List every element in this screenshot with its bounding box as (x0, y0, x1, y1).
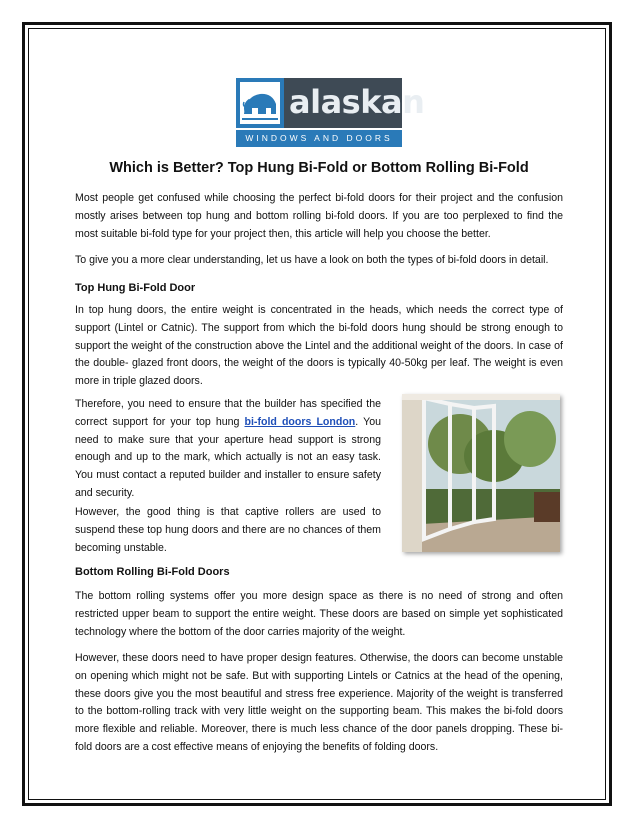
intro-paragraph-1: Most people get confused while choosing the perfect bi-fold doors for their project and the confusion mostly arises between top hung and bottom rolling bi-fold doors. If you are too perplexed to find the most suitable bi-fold type for your project then, this article will help you choose the better. (75, 192, 563, 240)
logo-tagline: WINDOWS AND DOORS (236, 130, 402, 147)
intro-paragraph-2: To give you a more clear understanding, let us have a look on both the types of bi-fold doors in detail. (75, 254, 549, 266)
top-hung-paragraph-2 (75, 396, 381, 503)
section-heading-top-hung: Top Hung Bi-Fold Door (75, 282, 196, 294)
top-hung-paragraph-1: In top hung doors, the entire weight is concentrated in the heads, which needs the correct type of support (Lintel or Catnic). The support from which the bi-fold doors hung should be strong enough to support the weight of the construction above the Lintel and the additional weight of the doors. In case of the double- glazed front doors, the weight of the doors is typically 40-50kg per leaf. The weight is even more in triple glazed doors. (75, 304, 563, 388)
paragraph-text: Therefore, you need to ensure that the builder has specified the correct support for your top hung (75, 398, 381, 428)
company-logo (236, 78, 425, 148)
section-heading-bottom-rolling: Bottom Rolling Bi-Fold Doors (75, 566, 230, 578)
page-title: Which is Better? Top Hung Bi-Fold or Bottom Rolling Bi-Fold (109, 160, 529, 176)
bottom-rolling-paragraph-1: The bottom rolling systems offer you more design space as there is no need of strong and often restricted upper beam to support the entire weight. These doors are based on simple yet sophisticated technology where the bottom of the door carries majority of the weight. (75, 590, 563, 638)
top-hung-paragraph-3: However, the good thing is that captive rollers are used to suspend these top hung doors and there are no chances of them becoming unstable. (75, 506, 381, 554)
bottom-rolling-paragraph-2: However, these doors need to have proper design features. Otherwise, the doors can become unstable on opening which might not be safe. But with supporting Lintels or Catnics at the head of the opening, these doors give you the most beautiful and stress free experience. Majority of the weight is transferred to the bottom-rolling track with very little weight on the supporting beam. This makes the bi-fold doors more flexible and reliable. Moreover, there is much less chance of the door panels dropping. These bi-fold doors are a cost effective means of enjoying the benefits of folding doors. (75, 652, 563, 753)
bifold-door-photo (402, 394, 560, 552)
bifold-doors-london-link[interactable]: bi-fold doors London (244, 415, 356, 428)
mammoth-emblem-icon (236, 78, 284, 128)
paragraph-text: . You need to make sure that your aperture head support is strong enough and up to the mark, which actually is not an easy task. You must contact a reputed builder and installer to ensure safety and security. (75, 415, 381, 499)
logo-wordmark: alaskan (289, 83, 425, 121)
